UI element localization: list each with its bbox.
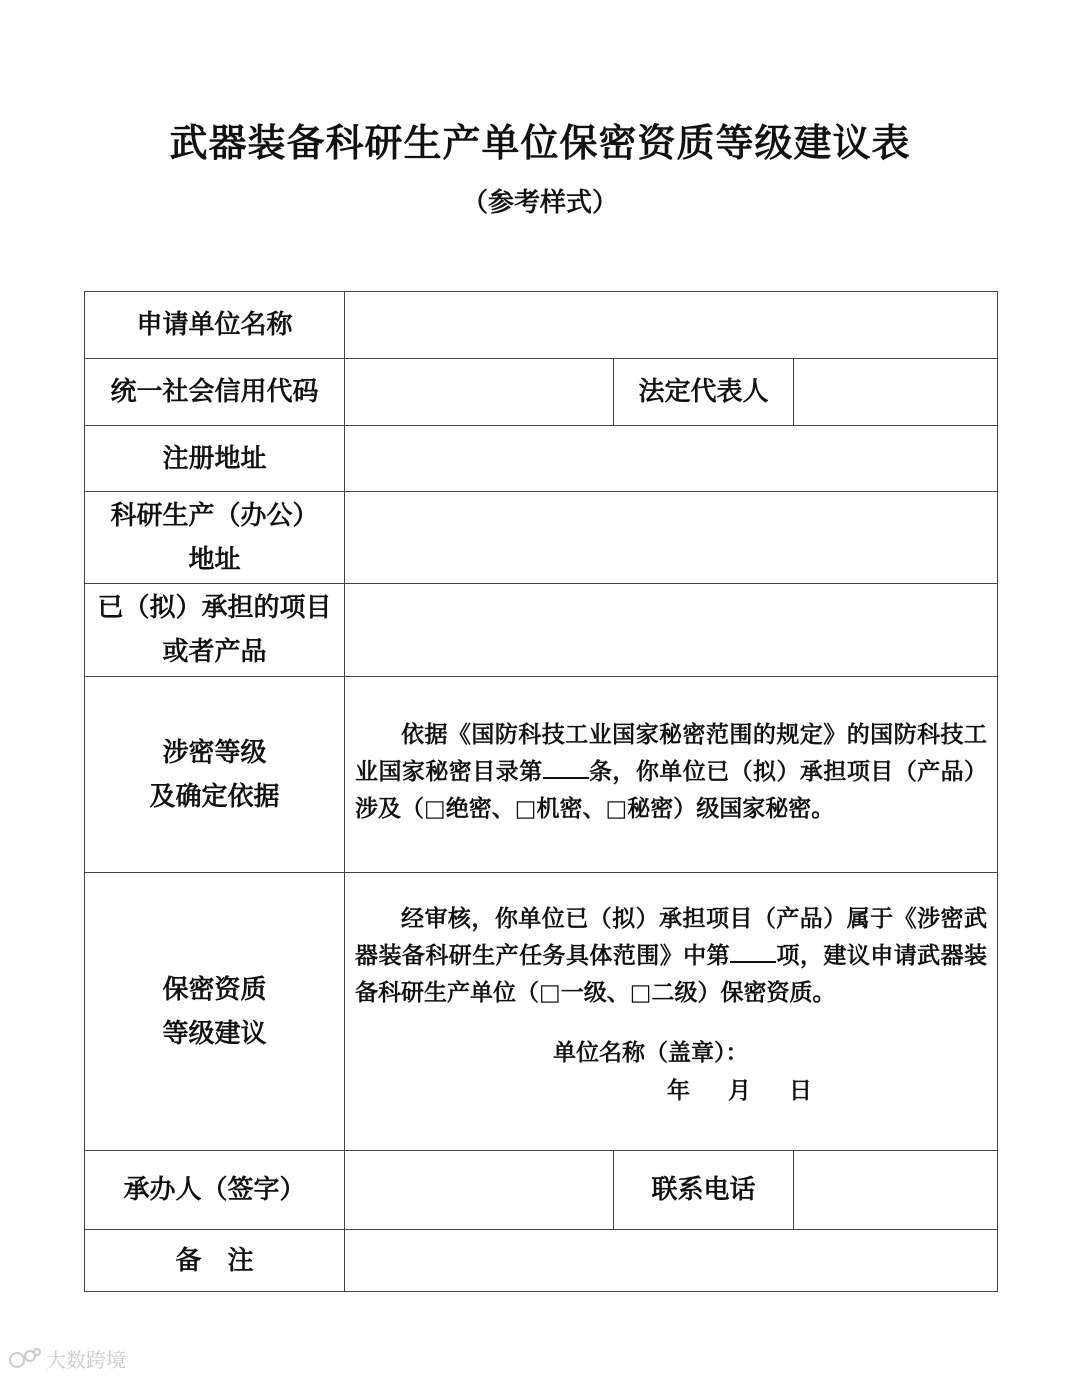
row-projects [85,584,998,677]
row-handler [85,1151,998,1230]
article-number-blank[interactable] [543,755,589,779]
row-secrecy-level [85,677,998,873]
row-applicant-name [85,292,998,359]
row-qualification [85,873,998,1151]
handler-field[interactable] [345,1151,614,1230]
date-month-label: 月 [728,1078,752,1104]
qualification-label: 保密资质 等级建议 [85,873,345,1151]
page-subtitle: （参考样式） [461,188,618,218]
watermark [8,1344,126,1373]
unit-name-seal-label: 单位名称（盖章）： [553,1040,749,1066]
date-line [345,1072,997,1110]
date-year-label: 年 [667,1078,690,1104]
row-reg-address [85,426,998,492]
date-day-label: 日 [789,1078,813,1104]
suggestion-form-table [84,291,998,1292]
applicant-name-label: 申请单位名称 [85,292,345,359]
secrecy-level-paragraph: 依据《国防科技工业国家秘密范围的规定》的国防科技工业国家秘密目录第 条，你单位已（拟）承担项目（产品）涉及（□绝密、□机密、□秘密）级国家秘密。 [355,722,988,822]
phone-field[interactable] [794,1151,998,1230]
phone-label: 联系电话 [614,1151,794,1230]
office-address-label: 科研生产（办公） 地址 [85,492,345,584]
watermark-text: 大数跨境 [46,1348,126,1372]
secrecy-level-label: 涉密等级 及确定依据 [85,677,345,873]
reg-address-label: 注册地址 [85,426,345,492]
qualification-paragraph: 经审核，你单位已（拟）承担项目（产品）属于《涉密武器装备科研生产任务具体范围》中第 项，建议申请武器装备科研生产单位（□一级、□二级）保密资质。 [355,906,988,1006]
handler-label: 承办人（签字） [85,1151,345,1230]
office-address-field[interactable] [345,492,998,584]
secrecy-level-content [345,677,998,873]
signature-block [345,1034,997,1110]
projects-field[interactable] [345,584,998,677]
page-title: 武器装备科研生产单位保密资质等级建议表 [169,121,911,165]
projects-label: 已（拟）承担的项目 或者产品 [85,584,345,677]
reg-address-field[interactable] [345,426,998,492]
credit-code-label: 统一社会信用代码 [85,359,345,426]
legal-rep-label: 法定代表人 [614,359,794,426]
credit-code-field[interactable] [345,359,614,426]
legal-rep-field[interactable] [794,359,998,426]
item-number-blank[interactable] [730,939,776,963]
row-office-address [85,492,998,584]
qualification-content [345,873,998,1151]
applicant-name-field[interactable] [345,292,998,359]
row-credit-code [85,359,998,426]
remarks-field[interactable] [345,1230,998,1292]
row-remarks [85,1230,998,1292]
remarks-label: 备 注 [85,1230,345,1292]
watermark-logo-icon [8,1347,42,1371]
